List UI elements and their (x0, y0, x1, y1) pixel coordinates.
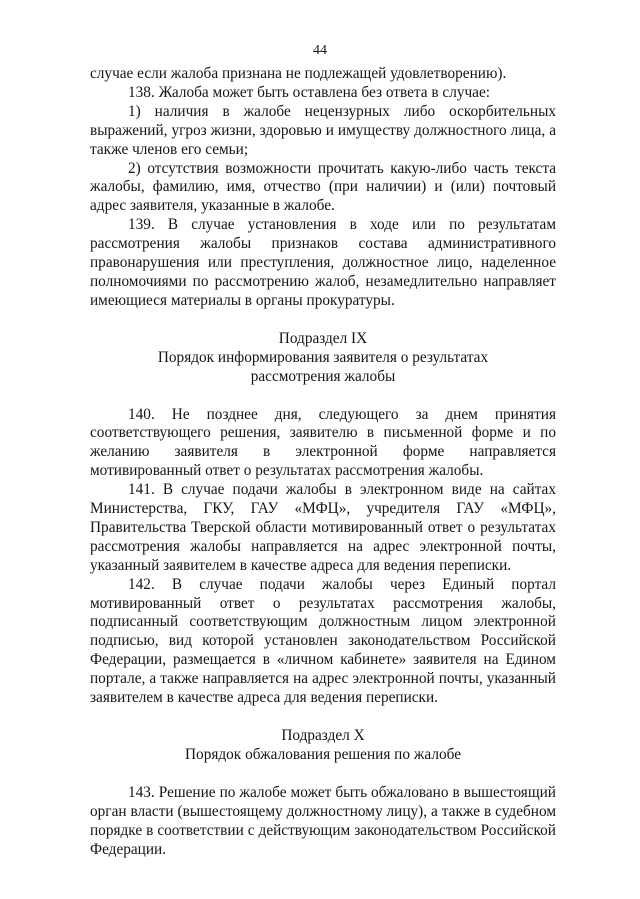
paragraph-142: 142. В случае подачи жалобы через Единый портал мотивированный ответ о результатах рассмотрения жалобы, подписанный соответствующим должностным лицом электронной подписью, вид которой установлен законодательством Российской Федерации, размещается в «личном кабинете» заявителя на Едином портале, а также направляется на адрес электронной почты, указанный заявителем в качестве адреса для ведения переписки. (90, 575, 556, 707)
paragraph-140: 140. Не позднее дня, следующего за днем принятия соответствующего решения, заявителю в письменной форме и по желанию заявителя в электронной форме направляется мотивированный ответ о результатах рассмотрения жалобы. (90, 405, 556, 480)
paragraph-139: 139. В случае установления в ходе или по результатам рассмотрения жалобы признаков состава административного правонарушения или преступления, должностное лицо, наделенное полномочиями по рассмотрению жалоб, незамедлительно направляет имеющиеся материалы в органы прокуратуры. (90, 216, 556, 309)
subsection-x-label: Подраздел X (281, 727, 365, 744)
subsection-x-title: Порядок обжалования решения по жалобе (185, 745, 461, 763)
paragraph-141: 141. В случае подачи жалобы в электронном виде на сайтах Министерства, ГКУ, ГАУ «МФЦ», учредителя ГАУ «МФЦ», Правительства Тверской области мотивированный ответ о результатах рассмотрения жалобы направляется на адрес электронной почты, указанный заявителем в качестве адреса для ведения переписки. (90, 481, 556, 574)
paragraph-143: 143. Решение по жалобе может быть обжаловано в вышестоящий орган власти (вышестоящему должностному лицу), а также в судебном порядке в соответствии с действующим законодательством Российской Федерации. (90, 783, 556, 858)
subsection-ix-label: Подраздел IX (278, 329, 368, 347)
subsection-ix-title-line-2: рассмотрения жалобы (250, 367, 396, 385)
document-body (90, 65, 556, 859)
paragraph-continuation: случае если жалоба признана не подлежащей удовлетворению). (90, 65, 507, 82)
paragraph-138: 138. Жалоба может быть оставлена без ответа в случае: (128, 83, 491, 101)
paragraph-138-item-2: 2) отсутствия возможности прочитать какую-либо часть текста жалобы, фамилию, имя, отчество (при наличии) и (или) почтовый адрес заявителя, указанные в жалобе. (90, 159, 556, 215)
page-number: 44 (313, 43, 327, 58)
paragraph-138-item-1: 1) наличия в жалобе нецензурных либо оскорбительных выражений, угроз жизни, здоровью и имуществу должностного лица, а также членов его семьи; (90, 102, 556, 158)
subsection-ix-title-line-1: Порядок информирования заявителя о результатах (157, 348, 489, 366)
